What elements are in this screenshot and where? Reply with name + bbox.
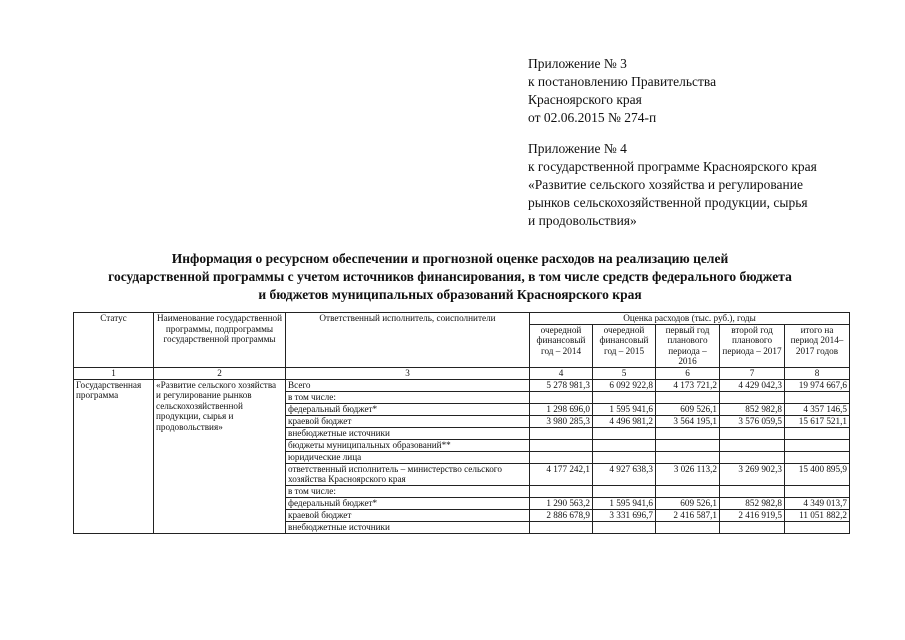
column-number: 2 <box>154 367 286 379</box>
value-cell <box>720 439 785 451</box>
value-cell <box>593 451 656 463</box>
row-label: федеральный бюджет* <box>286 497 530 509</box>
value-cell <box>720 485 785 497</box>
value-cell <box>785 521 850 533</box>
value-cell: 6 092 922,8 <box>593 379 656 391</box>
value-cell: 4 349 013,7 <box>785 497 850 509</box>
value-cell: 4 496 981,2 <box>593 415 656 427</box>
header-estimate: Оценка расходов (тыс. руб.), годы <box>530 313 850 325</box>
value-cell <box>530 439 593 451</box>
value-cell <box>593 427 656 439</box>
value-cell <box>720 451 785 463</box>
value-cell: 2 886 678,9 <box>530 509 593 521</box>
appendix-3-line: Приложение № 3 <box>528 56 627 71</box>
title-line: Информация о ресурсном обеспечении и прогнозной оценке расходов на реализацию целей <box>171 251 729 266</box>
value-cell <box>656 439 720 451</box>
appendix-3-line: Красноярского края <box>528 92 642 107</box>
value-cell: 2 416 587,1 <box>656 509 720 521</box>
value-cell: 11 051 882,2 <box>785 509 850 521</box>
appendix-4-block <box>528 140 817 230</box>
value-cell: 1 298 696,0 <box>530 403 593 415</box>
value-cell <box>656 391 720 403</box>
status-cell: Государственная программа <box>74 379 154 533</box>
row-label: юридические лица <box>286 451 530 463</box>
value-cell: 4 429 042,3 <box>720 379 785 391</box>
value-cell: 4 357 146,5 <box>785 403 850 415</box>
row-label: внебюджетные источники <box>286 427 530 439</box>
value-cell <box>785 485 850 497</box>
value-cell: 15 617 521,1 <box>785 415 850 427</box>
value-cell <box>656 485 720 497</box>
value-cell <box>593 485 656 497</box>
column-number: 8 <box>785 367 850 379</box>
value-cell: 1 290 563,2 <box>530 497 593 509</box>
row-label: в том числе: <box>286 391 530 403</box>
value-cell <box>593 439 656 451</box>
header-year: второй год планового периода – 2017 <box>720 324 785 367</box>
row-label: ответственный исполнитель – министерство сельского хозяйства Красноярского края <box>286 463 530 485</box>
appendix-4-line: и продовольствия» <box>528 213 637 228</box>
column-number: 7 <box>720 367 785 379</box>
value-cell: 609 526,1 <box>656 403 720 415</box>
value-cell: 852 982,8 <box>720 497 785 509</box>
appendix-4-line: Приложение № 4 <box>528 141 627 156</box>
row-label: внебюджетные источники <box>286 521 530 533</box>
value-cell: 19 974 667,6 <box>785 379 850 391</box>
value-cell <box>656 521 720 533</box>
value-cell: 3 564 195,1 <box>656 415 720 427</box>
column-number: 4 <box>530 367 593 379</box>
value-cell <box>656 451 720 463</box>
appendix-4-line: «Развитие сельского хозяйства и регулирование <box>528 177 803 192</box>
value-cell <box>530 521 593 533</box>
value-cell: 4 177 242,1 <box>530 463 593 485</box>
appendix-3-line: к постановлению Правительства <box>528 74 717 89</box>
row-label: в том числе: <box>286 485 530 497</box>
value-cell: 2 416 919,5 <box>720 509 785 521</box>
value-cell <box>530 485 593 497</box>
value-cell: 3 026 113,2 <box>656 463 720 485</box>
value-cell: 1 595 941,6 <box>593 403 656 415</box>
row-label: Всего <box>286 379 530 391</box>
value-cell: 15 400 895,9 <box>785 463 850 485</box>
value-cell <box>593 391 656 403</box>
value-cell: 852 982,8 <box>720 403 785 415</box>
row-label: федеральный бюджет* <box>286 403 530 415</box>
value-cell: 4 927 638,3 <box>593 463 656 485</box>
value-cell <box>720 427 785 439</box>
header-name: Наименование государственной программы, подпрограммы государственной программы <box>154 313 286 368</box>
appendix-4-line: к государственной программе Красноярского края <box>528 159 817 174</box>
appendix-3-line: от 02.06.2015 № 274-п <box>528 110 657 125</box>
column-number: 1 <box>74 367 154 379</box>
value-cell <box>656 427 720 439</box>
row-label: бюджеты муниципальных образований** <box>286 439 530 451</box>
value-cell <box>785 391 850 403</box>
header-year: очередной финансовый год – 2014 <box>530 324 593 367</box>
value-cell: 3 269 902,3 <box>720 463 785 485</box>
document-title <box>40 250 860 304</box>
header-year: первый год планового периода – 2016 <box>656 324 720 367</box>
table-row <box>74 379 850 391</box>
value-cell: 3 980 285,3 <box>530 415 593 427</box>
value-cell <box>785 451 850 463</box>
value-cell <box>530 391 593 403</box>
value-cell <box>530 427 593 439</box>
program-name-cell: «Развитие сельского хозяйства и регулирование рынков сельскохозяйственной продукции, сырья и продовольствия» <box>154 379 286 533</box>
column-number: 6 <box>656 367 720 379</box>
column-number: 5 <box>593 367 656 379</box>
value-cell: 4 173 721,2 <box>656 379 720 391</box>
value-cell <box>720 391 785 403</box>
value-cell: 609 526,1 <box>656 497 720 509</box>
title-line: и бюджетов муниципальных образований Красноярского края <box>258 287 642 302</box>
appendix-4-line: рынков сельскохозяйственной продукции, сырья <box>528 195 808 210</box>
header-total: итого на период 2014–2017 годов <box>785 324 850 367</box>
value-cell <box>785 439 850 451</box>
value-cell: 5 278 981,3 <box>530 379 593 391</box>
header-executor: Ответственный исполнитель, соисполнители <box>286 313 530 368</box>
value-cell <box>785 427 850 439</box>
appendix-3-block <box>528 55 716 127</box>
header-year: очередной финансовый год – 2015 <box>593 324 656 367</box>
value-cell <box>593 521 656 533</box>
value-cell: 3 576 059,5 <box>720 415 785 427</box>
value-cell: 1 595 941,6 <box>593 497 656 509</box>
value-cell <box>720 521 785 533</box>
value-cell <box>530 451 593 463</box>
row-label: краевой бюджет <box>286 509 530 521</box>
column-number: 3 <box>286 367 530 379</box>
header-status: Статус <box>74 313 154 368</box>
title-line: государственной программы с учетом источников финансирования, в том числе средств федерального бюджета <box>108 269 792 284</box>
column-number-row <box>74 367 850 379</box>
row-label: краевой бюджет <box>286 415 530 427</box>
resource-table <box>73 312 850 534</box>
value-cell: 3 331 696,7 <box>593 509 656 521</box>
